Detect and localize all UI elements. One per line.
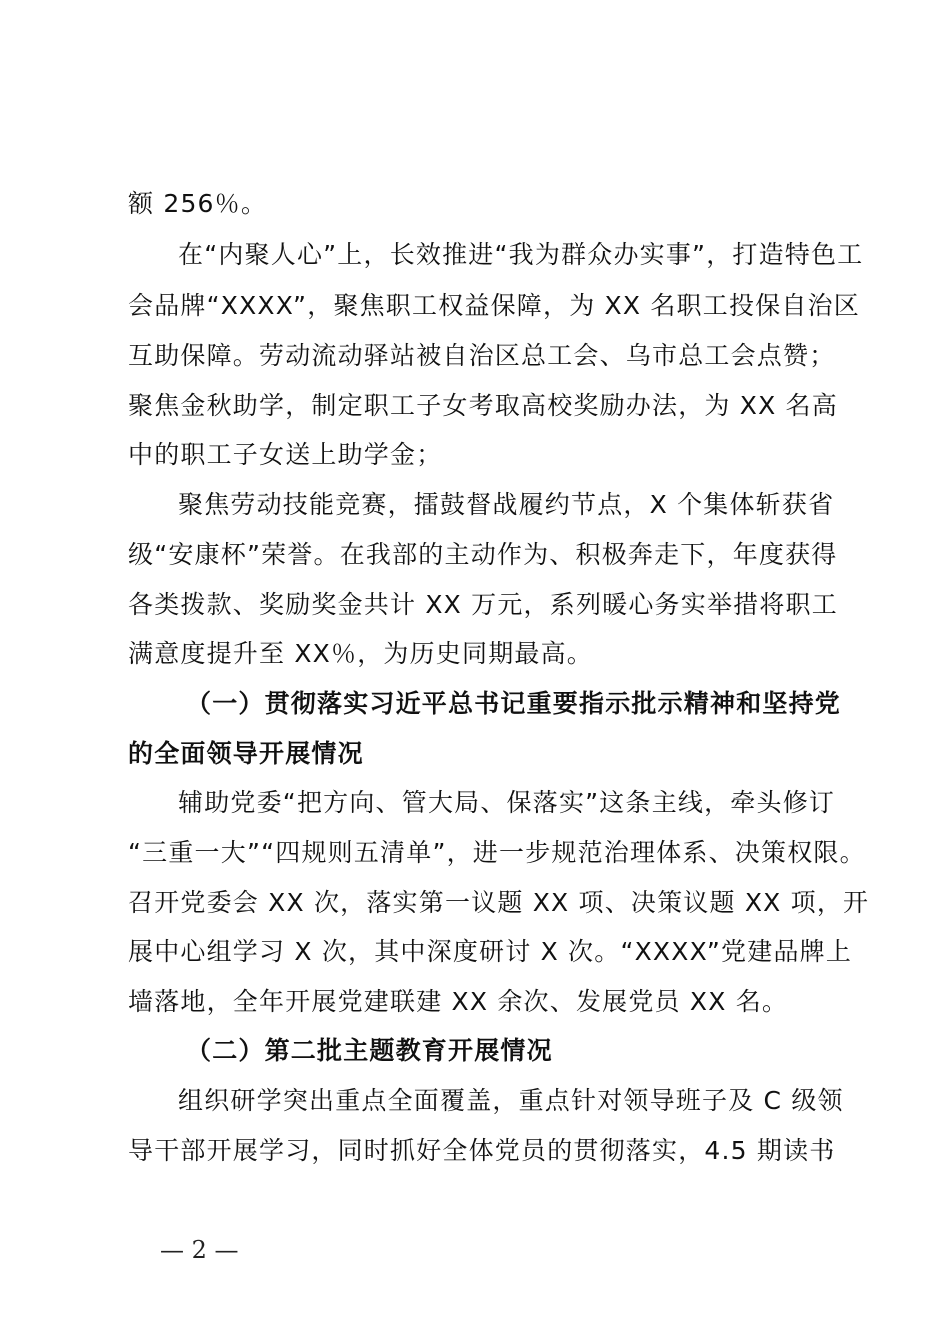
text-line: “三重一大”“四规则五清单”，进一步规范治理体系、决策权限。 <box>128 838 866 867</box>
text-line: 导干部开展学习，同时抓好全体党员的贯彻落实，4.5 期读书 <box>128 1136 836 1165</box>
text-line: 在“内聚人心”上，长效推进“我为群众办实事”，打造特色工 <box>178 240 864 269</box>
text-line: 墙落地，全年开展党建联建 XX 余次、发展党员 XX 名。 <box>128 987 789 1016</box>
text-line: 互助保障。劳动流动驿站被自治区总工会、乌市总工会点赞； <box>128 341 836 370</box>
text-line: 中的职工子女送上助学金； <box>128 440 443 469</box>
page-number: — 2 — <box>160 1236 239 1264</box>
text-line: 聚焦金秋助学，制定职工子女考取高校奖励办法，为 XX 名高 <box>128 391 838 420</box>
text-line: 会品牌“XXXX”，聚焦职工权益保障，为 XX 名职工投保自治区 <box>128 291 860 320</box>
text-line: 辅助党委“把方向、管大局、保落实”这条主线，牵头修订 <box>178 788 836 817</box>
section-heading: 的全面领导开展情况 <box>128 739 364 768</box>
section-heading: （一）贯彻落实习近平总书记重要指示批示精神和坚持党 <box>186 689 842 718</box>
text-line: 额 256％。 <box>128 189 268 218</box>
text-line: 召开党委会 XX 次，落实第一议题 XX 项、决策议题 XX 项，开 <box>128 888 870 917</box>
text-line: 各类拨款、奖励奖金共计 XX 万元，系列暖心务实举措将职工 <box>128 590 838 619</box>
text-line: 聚焦劳动技能竞赛，擂鼓督战履约节点，X 个集体斩获省 <box>178 490 835 519</box>
section-heading: （二）第二批主题教育开展情况 <box>186 1036 553 1065</box>
text-line: 级“安康杯”荣誉。在我部的主动作为、积极奔走下，年度获得 <box>128 540 838 569</box>
text-line: 满意度提升至 XX％，为历史同期最高。 <box>128 639 594 668</box>
text-line: 展中心组学习 X 次，其中深度研讨 X 次。“XXXX”党建品牌上 <box>128 937 853 966</box>
text-line: 组织研学突出重点全面覆盖，重点针对领导班子及 C 级领 <box>178 1086 844 1115</box>
